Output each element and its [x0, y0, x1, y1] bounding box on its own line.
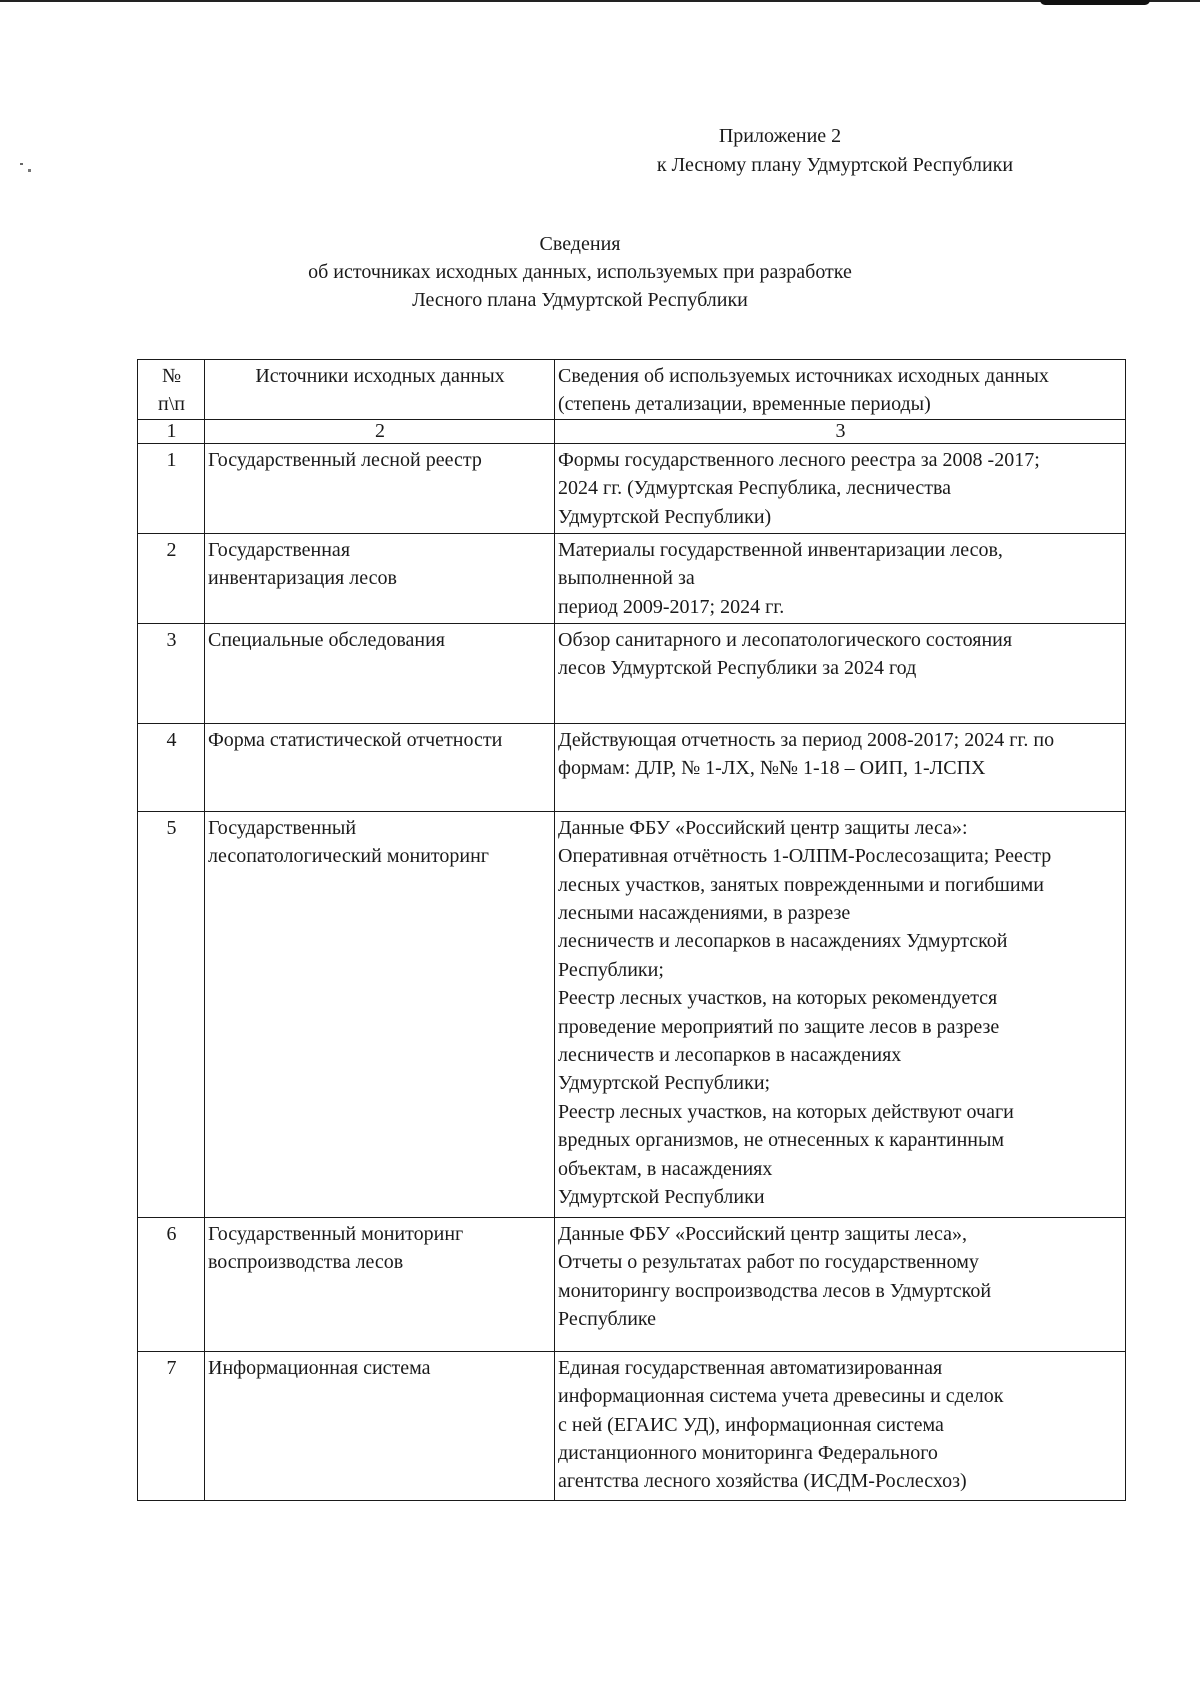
details-line: Материалы государственной инвентаризации лесов,	[558, 538, 1003, 561]
source-line: Информационная система	[208, 1356, 431, 1379]
details-line: лесными насаждениями, в разрезе	[558, 902, 851, 925]
row-number: 5	[138, 811, 205, 1217]
table-row	[138, 623, 1126, 723]
details-line: выполненной за	[558, 567, 695, 590]
appendix-reference: к Лесному плану Удмуртской Республики	[656, 154, 1014, 176]
row-number: 1	[138, 443, 205, 533]
source-cell	[205, 443, 555, 533]
details-line: Удмуртской Республики)	[558, 505, 772, 528]
row-number: 7	[138, 1351, 205, 1500]
source-line: Специальные обследования	[208, 628, 445, 651]
header-details: Сведения об используемых источниках исходных данных (степень детализации, временные периоды)	[555, 360, 1126, 420]
details-line: лесничеств и лесопарков в насаждениях	[558, 1044, 902, 1067]
source-cell	[205, 533, 555, 623]
appendix-number: Приложение 2	[718, 125, 842, 147]
source-cell	[205, 1217, 555, 1351]
source-line: Государственный лесной реестр	[208, 448, 482, 471]
table-row	[138, 443, 1126, 533]
table-row	[138, 723, 1126, 811]
source-line: Форма статистической отчетности	[208, 728, 503, 751]
details-line: лесов Удмуртской Республики за 2024 год	[558, 657, 917, 680]
source-cell	[205, 811, 555, 1217]
details-line: Республики;	[558, 958, 664, 981]
row-number: 2	[138, 533, 205, 623]
source-cell	[205, 1351, 555, 1500]
details-line: Реестр лесных участков, на которых действуют очаги	[558, 1100, 1014, 1123]
column-number: 1	[138, 419, 205, 443]
details-line: формам: ДЛР, № 1-ЛХ, №№ 1-18 – ОИП, 1-ЛСПХ	[558, 757, 986, 780]
scan-speck	[20, 163, 23, 165]
details-line: Отчеты о результатах работ по государственному	[558, 1251, 979, 1274]
row-number: 4	[138, 723, 205, 811]
details-line: объектам, в насаждениях	[558, 1157, 773, 1180]
table-row	[138, 1217, 1126, 1351]
source-line: Государственный	[208, 816, 357, 839]
scan-edge-line	[0, 0, 1200, 2]
source-line: Государственная	[208, 538, 351, 561]
details-cell	[555, 623, 1126, 723]
table-header-row	[138, 360, 1126, 420]
source-line: Государственный мониторинг	[208, 1222, 464, 1245]
details-line: Единая государственная автоматизированная	[558, 1356, 943, 1379]
details-line: 2024 гг. (Удмуртская Республика, лесничества	[558, 477, 952, 500]
details-cell	[555, 723, 1126, 811]
details-line: лесничеств и лесопарков в насаждениях Удмуртской	[558, 930, 1008, 953]
row-number: 6	[138, 1217, 205, 1351]
source-cell	[205, 623, 555, 723]
details-line: Оперативная отчётность 1-ОЛПМ-Рослесозащита; Реестр	[558, 845, 1052, 868]
title-line-2: об источниках исходных данных, используемых при разработке	[308, 261, 852, 283]
details-line: Формы государственного лесного реестра за 2008 -2017;	[558, 448, 1040, 471]
details-cell	[555, 1217, 1126, 1351]
source-line: воспроизводства лесов	[208, 1251, 404, 1274]
details-line: Данные ФБУ «Российский центр защиты леса»,	[558, 1222, 967, 1245]
details-line: период 2009-2017; 2024 гг.	[558, 595, 785, 618]
header-source: Источники исходных данных	[205, 360, 555, 420]
source-line: инвентаризация лесов	[208, 567, 397, 590]
table-row	[138, 533, 1126, 623]
details-line: Реестр лесных участков, на которых рекомендуется	[558, 987, 998, 1010]
details-line: мониторингу воспроизводства лесов в Удмуртской	[558, 1279, 992, 1302]
details-line: вредных организмов, не отнесенных к карантинным	[558, 1129, 1005, 1152]
column-number: 3	[555, 419, 1126, 443]
header-num: № п\п	[138, 360, 205, 420]
details-cell	[555, 443, 1126, 533]
source-line: лесопатологический мониторинг	[208, 845, 489, 868]
title-line-3: Лесного плана Удмуртской Республики	[412, 289, 748, 311]
title-line-1: Сведения	[539, 233, 621, 255]
details-line: с ней (ЕГАИС УД), информационная система	[558, 1413, 944, 1436]
source-cell	[205, 723, 555, 811]
details-line: лесных участков, занятых поврежденными и погибшими	[558, 873, 1044, 896]
document-title	[180, 230, 980, 314]
details-cell	[555, 811, 1126, 1217]
details-line: Данные ФБУ «Российский центр защиты леса»:	[558, 816, 968, 839]
details-line: Обзор санитарного и лесопатологического состояния	[558, 628, 1013, 651]
scan-speck	[28, 169, 31, 172]
details-cell	[555, 1351, 1126, 1500]
sources-table	[137, 359, 1126, 1501]
appendix-heading	[560, 122, 1110, 180]
table-row	[138, 1351, 1126, 1500]
column-number: 2	[205, 419, 555, 443]
details-line: Удмуртской Республики	[558, 1186, 765, 1209]
scan-edge-mark	[1040, 0, 1150, 5]
details-line: агентства лесного хозяйства (ИСДМ-Рослесхоз)	[558, 1470, 967, 1493]
details-cell	[555, 533, 1126, 623]
details-line: Республике	[558, 1308, 657, 1331]
details-line: проведение мероприятий по защите лесов в разрезе	[558, 1015, 1000, 1038]
column-number-row	[138, 419, 1126, 443]
details-line: Удмуртской Республики;	[558, 1072, 771, 1095]
details-line: Действующая отчетность за период 2008-2017; 2024 гг. по	[558, 728, 1055, 751]
details-line: дистанционного мониторинга Федерального	[558, 1442, 938, 1465]
table-row	[138, 811, 1126, 1217]
row-number: 3	[138, 623, 205, 723]
details-line: информационная система учета древесины и сделок	[558, 1385, 1004, 1408]
